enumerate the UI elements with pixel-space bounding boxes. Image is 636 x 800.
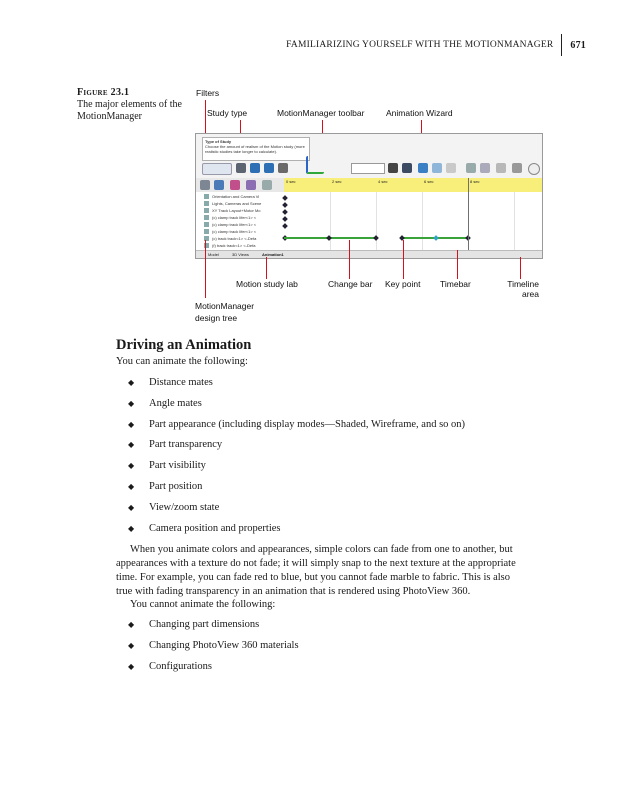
section-heading: Driving an Animation <box>116 337 252 353</box>
play-from-start-icon[interactable] <box>250 163 260 173</box>
stop-icon[interactable] <box>278 163 288 173</box>
list-item: ◆ Changing PhotoView 360 materials <box>128 639 299 660</box>
tree-row[interactable]: Lights, Cameras and Scene <box>204 200 282 207</box>
filter-bar <box>196 178 284 193</box>
calculate-icon[interactable] <box>236 163 246 173</box>
timeline-gridline <box>330 192 331 250</box>
tooltip-text: Choose the amount of realism of the Motion study (more realistic studies take longer to calculate). <box>205 144 305 154</box>
cannot-animate-list <box>128 618 299 680</box>
tree-row[interactable]: (c) track track<1> <-Defa <box>204 235 282 242</box>
bullet-diamond-icon: ◆ <box>128 378 135 387</box>
tab-animation1[interactable]: Animation1 <box>261 252 284 257</box>
timeline-gridline <box>514 192 515 250</box>
leader-timeline-area <box>520 257 521 279</box>
add-key-icon[interactable] <box>446 163 456 173</box>
leader-change-bar <box>349 240 350 279</box>
tree-item-icon <box>204 229 209 234</box>
tree-item-icon <box>204 215 209 220</box>
ruler-tick: 4 sec <box>378 179 388 184</box>
ruler-tick: 2 sec <box>332 179 342 184</box>
tree-item-icon <box>204 208 209 213</box>
cannot-intro-text: You cannot animate the following: <box>130 599 276 610</box>
key-point[interactable] <box>282 216 288 222</box>
filter-driving-icon[interactable] <box>230 180 240 190</box>
figure-label: Figure 23.1 <box>77 87 130 98</box>
key-point[interactable] <box>282 195 288 201</box>
contact-icon[interactable] <box>496 163 506 173</box>
ruler-tick: 6 sec <box>424 179 434 184</box>
ruler-tick: 0 sec <box>286 179 296 184</box>
callout-design-tree: MotionManager design tree <box>195 301 255 323</box>
paragraph-line: true with fading transparency in an animation that is rendered using PhotoView 360. <box>116 586 471 597</box>
axis-triad-icon <box>306 156 324 174</box>
list-item: ◆ Distance mates <box>128 376 465 397</box>
paragraph-line: appearances with a texture do not fade; it will simply snap to the next texture at the appropriate <box>116 558 516 569</box>
bullet-diamond-icon: ◆ <box>128 502 135 512</box>
can-animate-list <box>128 376 465 542</box>
tree-row[interactable]: (c) clamp track lifer<1> < <box>204 228 282 235</box>
intro-text: You can animate the following: <box>116 356 248 367</box>
figure-caption-text: The major elements of the MotionManager <box>77 99 182 122</box>
arrow-icon[interactable] <box>388 163 398 173</box>
paragraph-line: When you animate colors and appearances, simple colors can fade from one to another, but <box>130 544 513 555</box>
list-item: ◆ Camera position and properties <box>128 522 465 543</box>
filter-selected-icon[interactable] <box>246 180 256 190</box>
bullet-diamond-icon: ◆ <box>128 419 135 429</box>
tree-row[interactable]: XY Track Layout+Motor Mo <box>204 207 282 214</box>
header-title: FAMILIARIZING YOURSELF WITH THE MOTIONMANAGER <box>286 40 554 50</box>
bullet-diamond-icon: ◆ <box>128 461 135 471</box>
bullet-diamond-icon: ◆ <box>128 620 135 629</box>
tree-item-icon <box>204 194 209 199</box>
filter-icon[interactable] <box>200 180 210 190</box>
callout-study-type: Study type <box>207 108 248 118</box>
leader-design-tree <box>205 240 206 298</box>
ruler-tick: 8 sec <box>470 179 480 184</box>
leader-timebar <box>457 250 458 279</box>
callout-wizard: Animation Wizard <box>386 108 453 118</box>
motor-icon[interactable] <box>466 163 476 173</box>
study-properties-icon[interactable] <box>528 163 540 175</box>
callout-timebar: Timebar <box>440 279 471 289</box>
tab-3d-views[interactable]: 3D Views <box>232 252 249 257</box>
timeline-gridline <box>376 192 377 250</box>
tree-item-icon <box>204 201 209 206</box>
spring-icon[interactable] <box>480 163 490 173</box>
key-point[interactable] <box>282 223 288 229</box>
bullet-diamond-icon: ◆ <box>128 398 135 408</box>
tree-item-icon <box>204 222 209 227</box>
bullet-diamond-icon: ◆ <box>128 640 135 650</box>
study-type-tooltip <box>202 137 310 161</box>
play-icon[interactable] <box>264 163 274 173</box>
running-header <box>286 34 586 56</box>
bullet-diamond-icon: ◆ <box>128 661 135 671</box>
leader-study-lab <box>266 257 267 279</box>
bullet-diamond-icon: ◆ <box>128 481 135 491</box>
results-icon[interactable] <box>512 163 522 173</box>
bullet-diamond-icon: ◆ <box>128 440 135 450</box>
timeline-ruler[interactable] <box>284 178 542 193</box>
autokey-icon[interactable] <box>432 163 442 173</box>
key-point[interactable] <box>282 202 288 208</box>
motionmanager-screenshot <box>195 133 543 259</box>
animation-wizard-icon[interactable] <box>418 163 428 173</box>
key-point[interactable] <box>373 235 379 241</box>
list-item: ◆ Angle mates <box>128 397 465 418</box>
body-paragraph <box>116 543 586 599</box>
study-tabs <box>196 250 542 259</box>
list-item: ◆ Configurations <box>128 660 299 681</box>
list-item: ◆ Part transparency <box>128 438 465 459</box>
tab-model[interactable]: Model <box>208 252 219 257</box>
tree-row[interactable]: (f) track track<1> <-Defa <box>204 242 282 249</box>
study-type-dropdown[interactable] <box>202 163 232 175</box>
bullet-diamond-icon: ◆ <box>128 523 135 533</box>
tooltip-title: Type of Study <box>205 139 232 144</box>
list-item: ◆ Part appearance (including display modes—Shaded, Wireframe, and so on) <box>128 418 465 439</box>
timeline-gridline <box>422 192 423 250</box>
key-point[interactable] <box>282 209 288 215</box>
design-tree <box>196 192 285 250</box>
callout-toolbar: MotionManager toolbar <box>277 108 365 118</box>
page-number: 671 <box>570 39 586 51</box>
callout-change-bar: Change bar <box>328 279 373 289</box>
paragraph-line: time. For example, you can fade red to blue, but you cannot fade marble to fabric. This is also <box>116 572 511 583</box>
figure-caption <box>77 87 187 123</box>
tree-row[interactable]: Orientation and Camera Vi <box>204 193 282 200</box>
filter-results-icon[interactable] <box>262 180 272 190</box>
motionmanager-toolbar <box>196 134 542 179</box>
list-item: ◆ Changing part dimensions <box>128 618 299 639</box>
list-item: ◆ Part position <box>128 480 465 501</box>
tree-row[interactable]: (c) clamp track lifer<1> < <box>204 214 282 221</box>
callout-filters: Filters <box>196 88 220 98</box>
callout-study-lab: Motion study lab <box>236 279 298 289</box>
list-item: ◆ Part visibility <box>128 459 465 480</box>
playback-speed-select[interactable] <box>351 163 385 174</box>
callout-timeline-area: Timeline area <box>507 279 539 299</box>
filter-animated-icon[interactable] <box>214 180 224 190</box>
save-animation-icon[interactable] <box>402 163 412 173</box>
callout-key-point: Key point <box>385 279 421 289</box>
header-divider <box>561 34 562 56</box>
tree-row[interactable]: (c) clamp track lifer<1> < <box>204 221 282 228</box>
timeline-area[interactable] <box>284 192 542 250</box>
list-item: ◆ View/zoom state <box>128 501 465 522</box>
timebar[interactable] <box>468 178 469 250</box>
leader-key-point <box>403 240 404 279</box>
